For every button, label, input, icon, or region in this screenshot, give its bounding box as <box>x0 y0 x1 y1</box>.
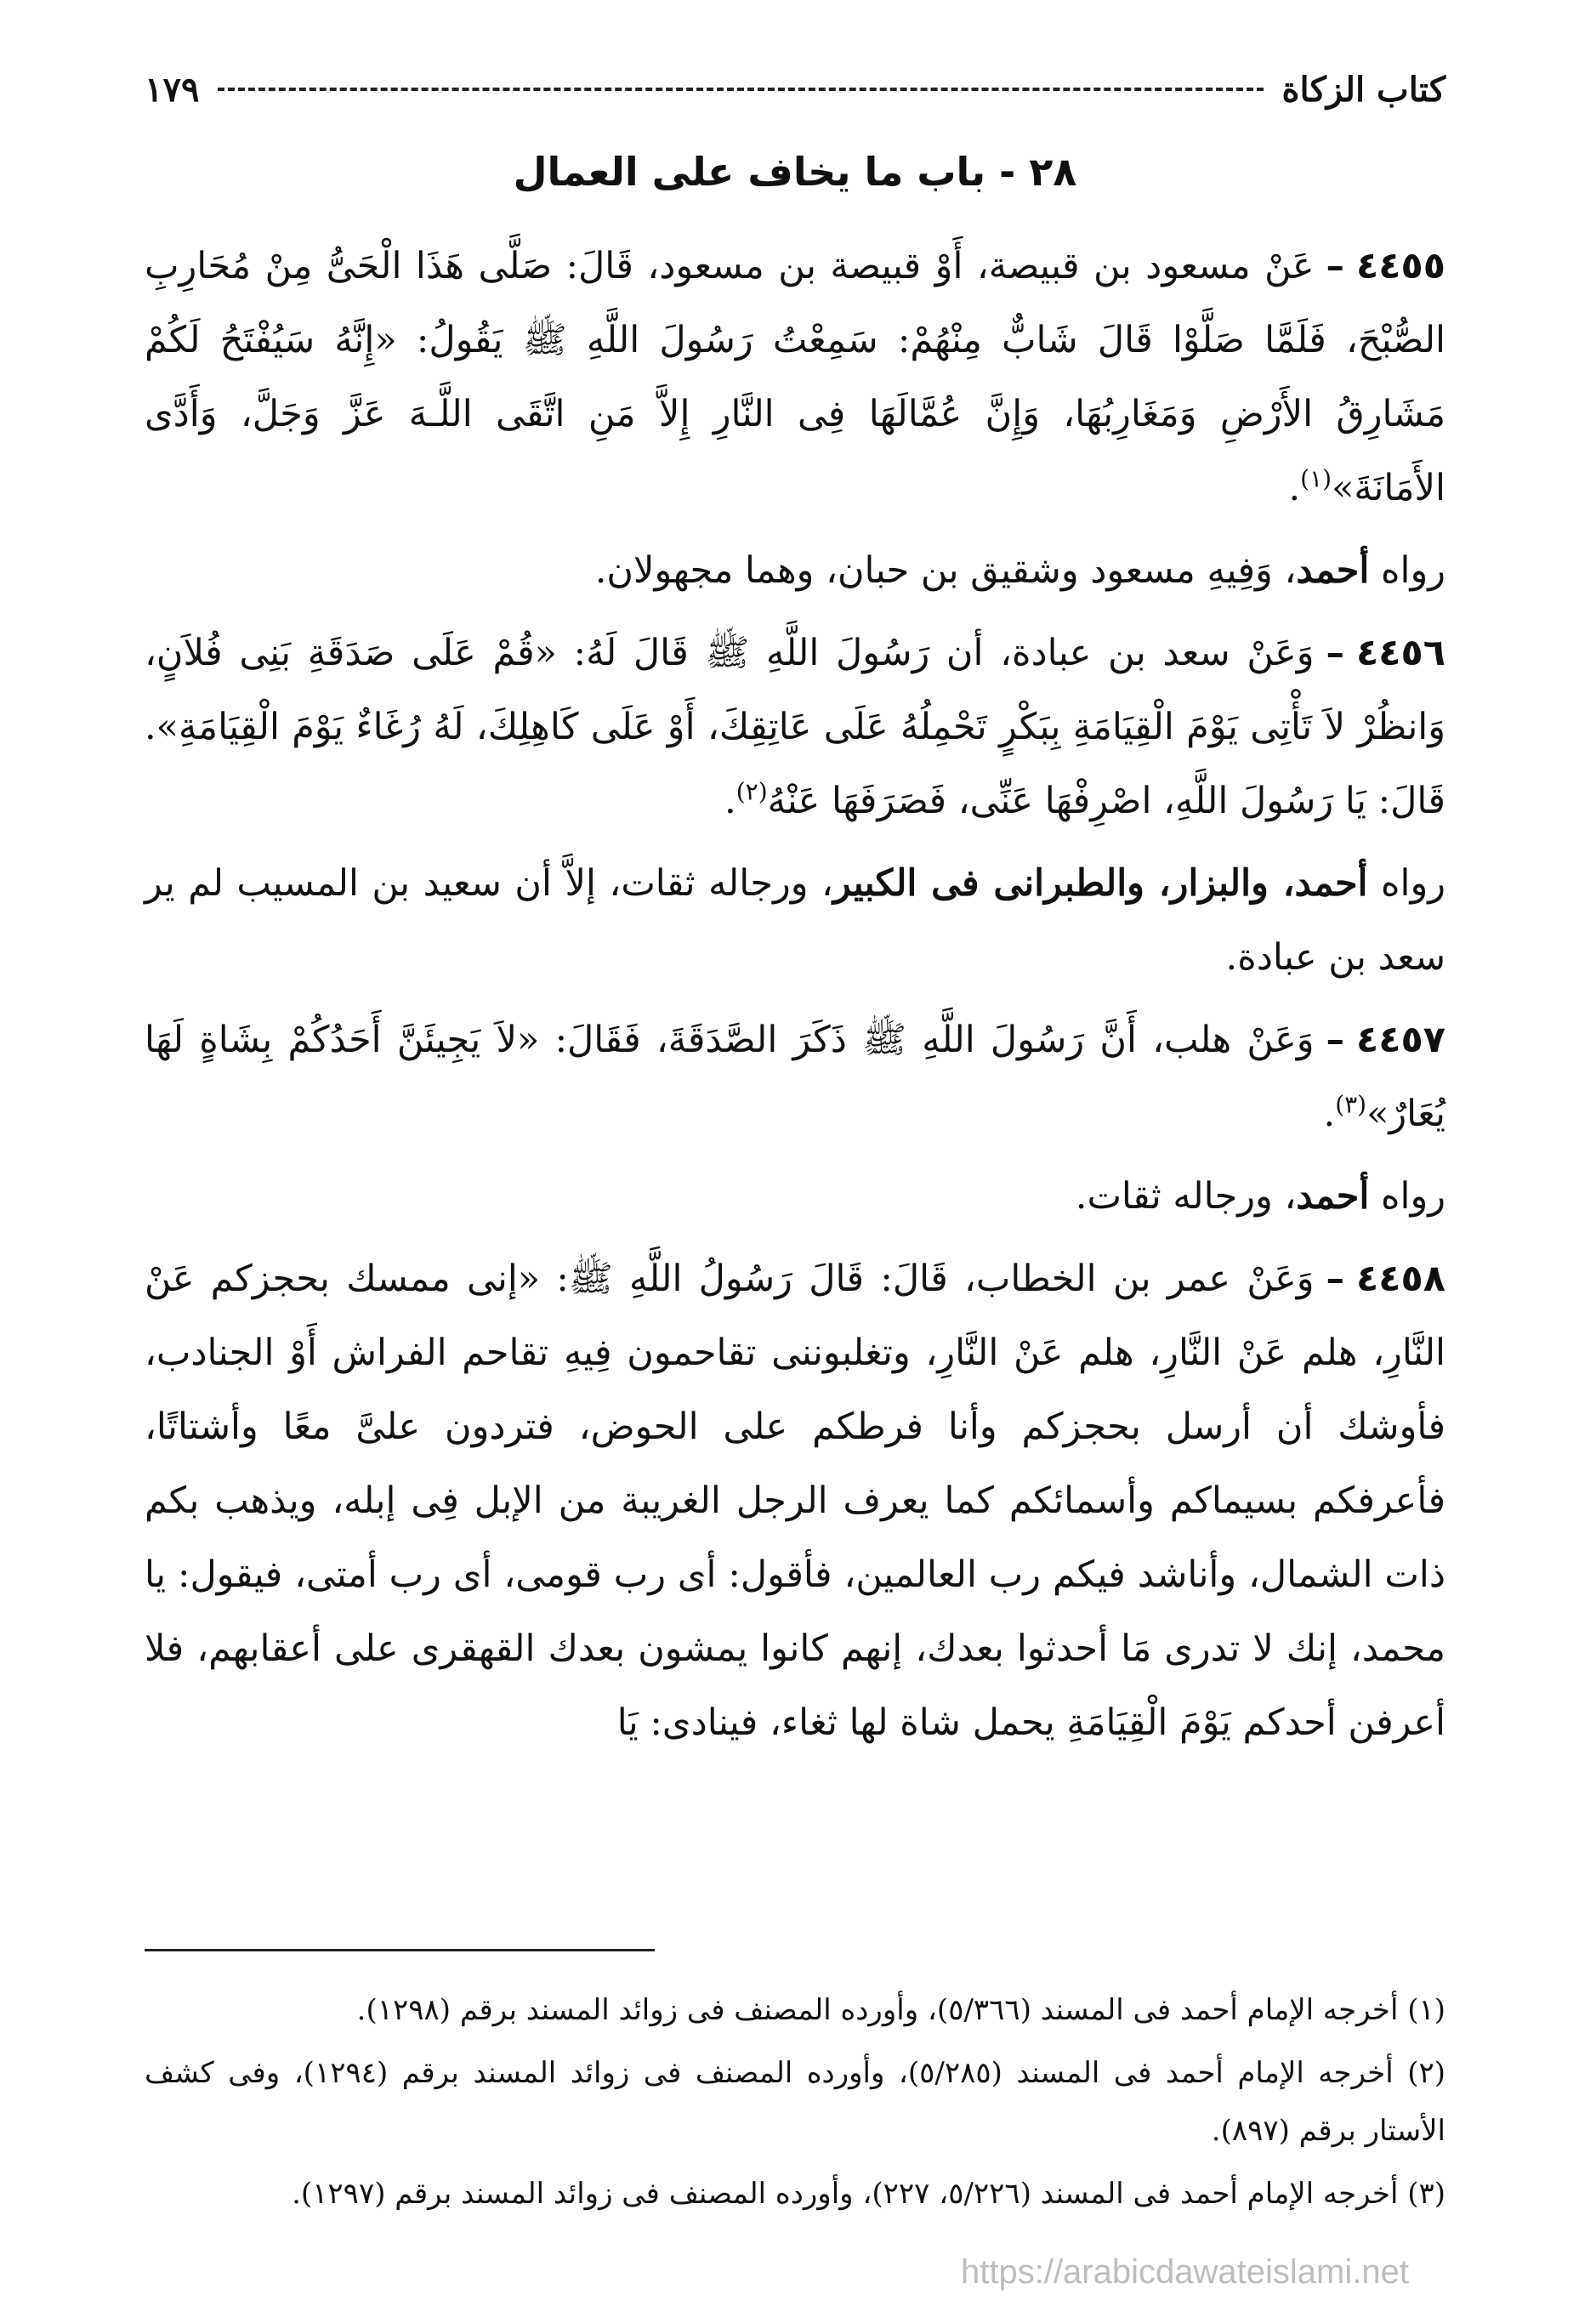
hadith-source <box>145 847 1445 995</box>
chapter-title: ٢٨ - باب ما يخاف على العمال <box>513 149 1077 195</box>
page-number: ١٧٩ <box>145 69 200 110</box>
hadith-text: وَعَنْ عمر بن الخطاب، قَالَ: قَالَ رَسُولُ اللَّهِ ﷺ: «إنى ممسك بحجزكم عَنْ النَّارِ، هلم عَنْ النَّارِ، هلم عَنْ النَّارِ، وتغلبوننى تقاحمون فِيهِ تقاحم الفراش أَوْ الجنادب، فأوشك أن أرسل بحجزكم وأنا فرطكم على الحوض، فتردون علىَّ معًا وأشتاتًا، فأعرفكم بسيماكم وأسمائكم كما يعرف الرجل الغريبة من الإبل فِى إبله، ويذهب بكم ذات الشمال، وأناشد فيكم رب العالمين، فأقول: أى رب قومى، أى رب أمتى، فيقول: يا محمد، إنك لا تدرى مَا أحدثوا بعدك، إنهم كانوا يمشون بعدك القهقرى على أعقابهم، فلا أعرفن أحدكم يَوْمَ الْقِيَامَةِ يحمل شاة لها ثغاء، فينادى: يَا <box>145 1258 1445 1744</box>
running-title: كتاب الزكاة <box>1281 69 1445 110</box>
footnote-separator <box>145 1949 655 1951</box>
footnote: (٢) أخرجه الإمام أحمد فى المسند (٥/٢٨٥)، وأورده المصنف فى زوائد المسند برقم (١٢٩٤)، وفى كشف الأستار برقم (٨٩٧). <box>145 2056 1446 2148</box>
footnote: (٣) أخرجه الإمام أحمد فى المسند (٥/٢٢٦، ٢٢٧)، وأورده المصنف فى زوائد المسند برقم (١٢٩٧). <box>292 2177 1445 2211</box>
entry-dash: – <box>1326 632 1345 674</box>
hadith-entry: ٤٤٥٦–وَعَنْ سعد بن عبادة، أن رَسُولَ اللَّهِ ﷺ قَالَ لَهُ: «قُمْ عَلَى صَدَقَةِ بَنِى فُلاَنٍ، وَانظُرْ لاَ تَأْتِى يَوْمَ الْقِيَامَةِ بِبَكْرٍ تَحْمِلُهُ عَلَى عَاتِقِكَ، أَوْ عَلَى كَاهِلِكَ، لَهُ رُغَاءٌ يَوْمَ الْقِيَامَةِ». قَالَ: يَا رَسُولَ اللَّهِ، اصْرِفْهَا عَنِّى، فَصَرَفَهَا عَنْهُ$^{(٢)}$. <box>145 632 1445 822</box>
entry-dash: – <box>1326 1258 1345 1300</box>
hadith-source <box>145 534 1445 608</box>
footnotes <box>145 1981 1445 2228</box>
hadith-entry: ٤٤٥٧–وَعَنْ هلب، أَنَّ رَسُولَ اللَّهِ ﷺ ذَكَرَ الصَّدَقَةَ، فَقَالَ: «لاَ يَجِيئَنَّ أَحَدُكُمْ بِشَاةٍ لَهَا يُعَارٌ»$^{(٣)}$. <box>145 1019 1445 1135</box>
hadith-text: وَعَنْ سعد بن عبادة، أن رَسُولَ اللَّهِ ﷺ قَالَ لَهُ: «قُمْ عَلَى صَدَقَةِ بَنِى فُلاَنٍ، وَانظُرْ لاَ تَأْتِى يَوْمَ الْقِيَامَةِ بِبَكْرٍ تَحْمِلُهُ عَلَى عَاتِقِكَ، أَوْ عَلَى كَاهِلِكَ، لَهُ رُغَاءٌ يَوْمَ الْقِيَامَةِ». قَالَ: يَا رَسُولَ اللَّهِ، اصْرِفْهَا عَنِّى، فَصَرَفَهَا عَنْهُ <box>145 632 1445 822</box>
hadith-body <box>145 230 1445 1769</box>
hadith-number: ٤٤٥٥ <box>1356 245 1445 287</box>
source-names: أحمد، والبزار، والطبرانى فى الكبير <box>832 862 1368 905</box>
running-header <box>145 60 1445 119</box>
source-prefix: رواه <box>1380 549 1445 592</box>
entry-dash: – <box>1326 245 1345 287</box>
hadith-entry: ٤٤٥٥–عَنْ مسعود بن قبيصة، أَوْ قبيصة بن مسعود، قَالَ: صَلَّى هَذَا الْحَىُّ مِنْ مُحَارِبِ الصُّبْحَ، فَلَمَّا صَلَّوْا قَالَ شَابٌّ مِنْهُمْ: سَمِعْتُ رَسُولَ اللَّهِ ﷺ يَقُولُ: «إِنَّهُ سَيُفْتَحُ لَكُمْ مَشَارِقُ الأَرْضِ وَمَغَارِبُهَا، وَإِنَّ عُمَّالَهَا فِى النَّارِ إِلاَّ مَنِ اتَّقَى اللَّـهَ عَزَّ وَجَلَّ، وَأَدَّى الأَمَانَةَ»$^{(١)}$. <box>145 245 1445 509</box>
footnote-marker: (١) <box>1300 464 1332 493</box>
footnote: (١) أخرجه الإمام أحمد فى المسند (٥/٣٦٦)، وأورده المصنف فى زوائد المسند برقم (١٢٩٨). <box>356 1993 1445 2027</box>
header-dashed-rule <box>218 88 1263 91</box>
hadith-number: ٤٤٥٧ <box>1356 1019 1445 1061</box>
source-prefix: رواه <box>1380 1175 1445 1218</box>
hadith-number: ٤٤٥٦ <box>1356 632 1445 674</box>
hadith-source <box>145 1160 1445 1234</box>
page-content <box>145 51 1445 2279</box>
source-names: أحمد <box>1296 549 1370 592</box>
footnote-marker: (٢) <box>736 777 768 806</box>
source-rest: ، وَفِيهِ مسعود وشقيق بن حبان، وهما مجهولان. <box>594 549 1297 592</box>
source-prefix: رواه <box>1381 862 1446 905</box>
watermark-url: https://arabicdawateislami.net <box>961 2253 1409 2291</box>
source-names: أحمد <box>1296 1175 1370 1218</box>
hadith-text: عَنْ مسعود بن قبيصة، أَوْ قبيصة بن مسعود، قَالَ: صَلَّى هَذَا الْحَىُّ مِنْ مُحَارِبِ الصُّبْحَ، فَلَمَّا صَلَّوْا قَالَ شَابٌّ مِنْهُمْ: سَمِعْتُ رَسُولَ اللَّهِ ﷺ يَقُولُ: «إِنَّهُ سَيُفْتَحُ لَكُمْ مَشَارِقُ الأَرْضِ وَمَغَارِبُهَا، وَإِنَّ عُمَّالَهَا فِى النَّارِ إِلاَّ مَنِ اتَّقَى اللَّـهَ عَزَّ وَجَلَّ، وَأَدَّى الأَمَانَةَ» <box>145 245 1445 509</box>
entry-dash: – <box>1326 1019 1345 1061</box>
hadith-text: وَعَنْ هلب، أَنَّ رَسُولَ اللَّهِ ﷺ ذَكَرَ الصَّدَقَةَ، فَقَالَ: «لاَ يَجِيئَنَّ أَحَدُكُمْ بِشَاةٍ لَهَا يُعَارٌ» <box>145 1019 1445 1135</box>
hadith-number: ٤٤٥٨ <box>1356 1258 1445 1300</box>
footnote-marker: (٣) <box>1335 1090 1367 1119</box>
hadith-entry <box>145 1242 1445 1760</box>
source-rest: ، ورجاله ثقات، إلاَّ أن سعيد بن المسيب لم ير سعد بن عبادة. <box>145 862 1445 979</box>
source-rest: ، ورجاله ثقات. <box>1075 1175 1297 1218</box>
